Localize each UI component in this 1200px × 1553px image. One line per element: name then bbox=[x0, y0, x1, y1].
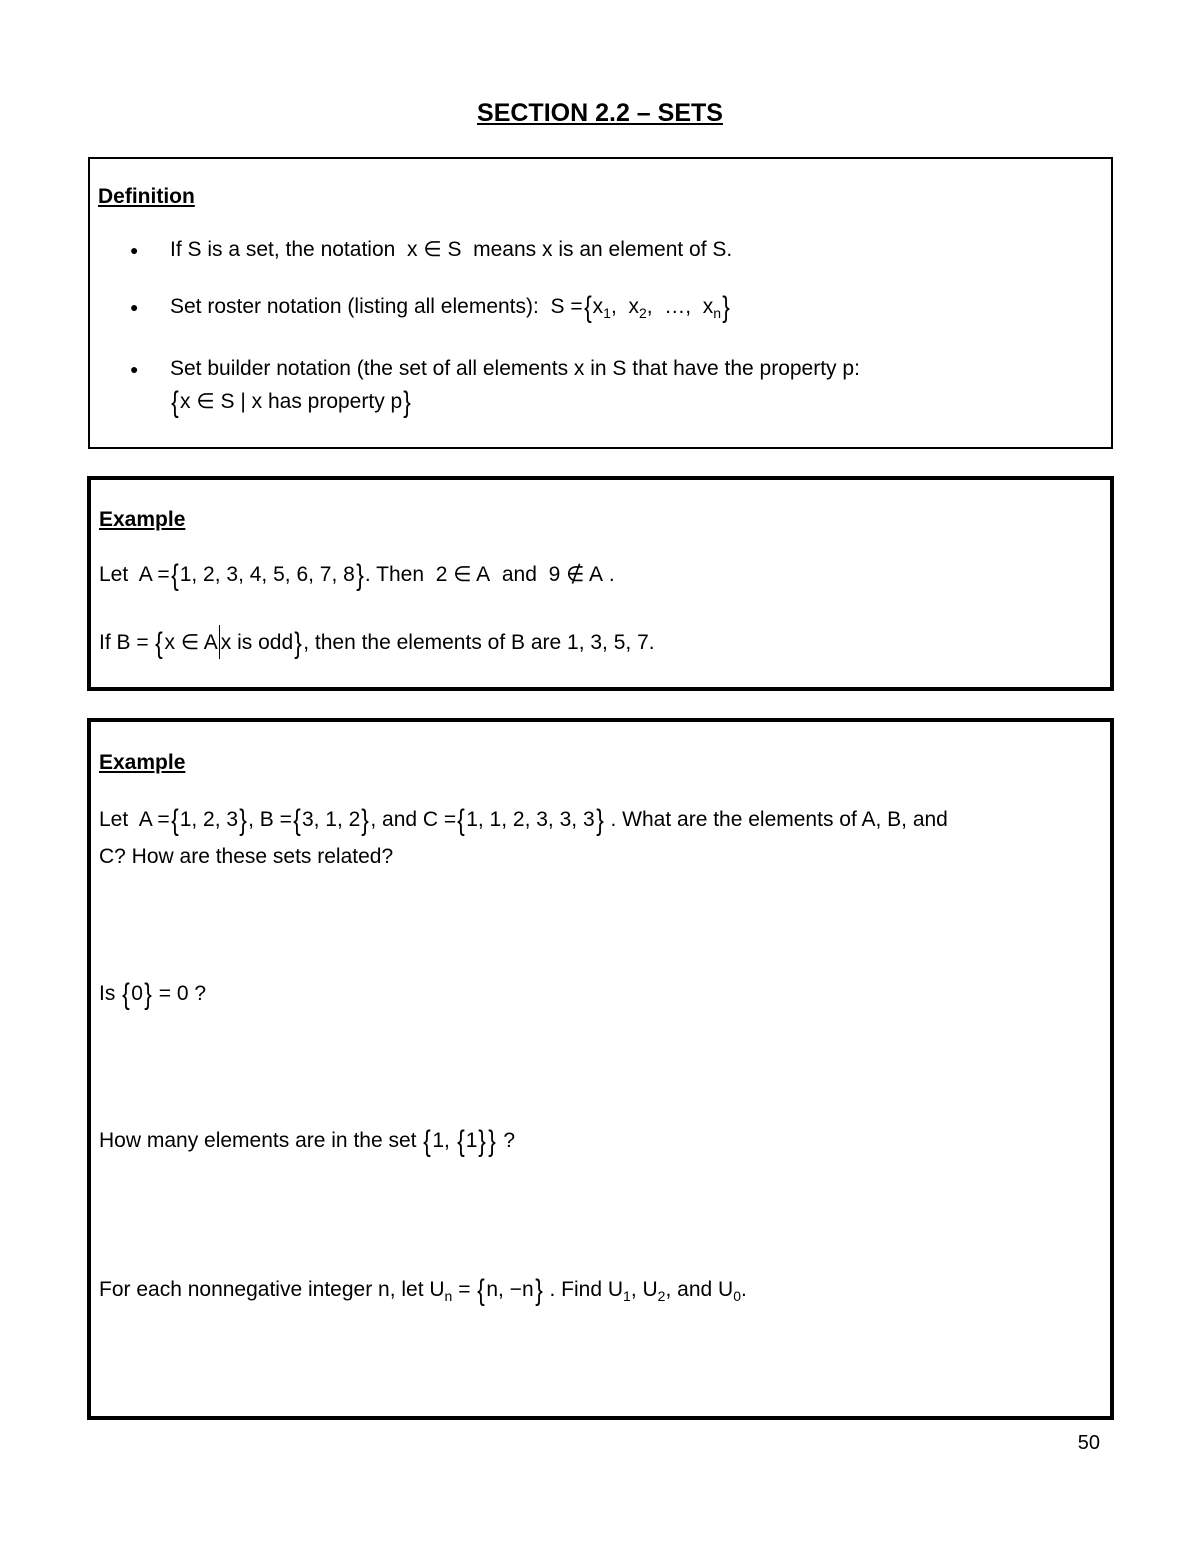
example-1-heading: Example bbox=[99, 508, 186, 531]
bullet-icon: ● bbox=[130, 242, 139, 258]
example-2-question-3: How many elements are in the set {1, {1}} ? bbox=[99, 1125, 516, 1158]
definition-box bbox=[88, 157, 1113, 449]
definition-bullet-1: If S is a set, the notation x ∈ S means x is an element of S. bbox=[170, 238, 733, 261]
example-2-heading: Example bbox=[99, 751, 186, 774]
example-2-question-4: For each nonnegative integer n, let $U_n = \{n$, −n} . Find $U_1$, $U_2$, and $U_0$. bbox=[99, 1274, 747, 1307]
example-1-line-1: Let A ={1, 2, 3, 4, 5, 6, 7, 8}. Then 2 ∈ A and 9 ∉ A . bbox=[99, 559, 615, 592]
example-2-question-1-line-1: Let A ={1, 2, 3}, B ={3, 1, 2}, and C ={1, 1, 2, 3, 3, 3} . What are the elements of A, B, and bbox=[99, 804, 948, 837]
definition-bullet-3-line-2: {x ∈ S | x has property p} bbox=[171, 386, 411, 419]
definition-bullet-2: Set roster notation (listing all elements): $S =\{x_1$, $x_2$, …, $x_n$} bbox=[170, 291, 730, 324]
page-title: SECTION 2.2 – SETS bbox=[477, 99, 723, 127]
definition-bullet-3-line-1: Set builder notation (the set of all elements x in S that have the property p: bbox=[170, 357, 860, 380]
such-that-bar bbox=[219, 625, 220, 659]
example-1-line-2: If B = {x ∈ A x is odd}, then the elements of B are 1, 3, 5, 7. bbox=[99, 627, 655, 660]
page-number: 50 bbox=[1077, 1432, 1100, 1454]
definition-heading: Definition bbox=[98, 185, 195, 208]
example-2-question-1-line-2: C? How are these sets related? bbox=[99, 845, 394, 868]
example-2-question-2: Is {0} = 0 ? bbox=[99, 978, 207, 1011]
bullet-icon: ● bbox=[130, 299, 139, 315]
example-box-1 bbox=[87, 476, 1114, 691]
example-box-2 bbox=[87, 718, 1114, 1420]
bullet-icon: ● bbox=[130, 361, 139, 377]
